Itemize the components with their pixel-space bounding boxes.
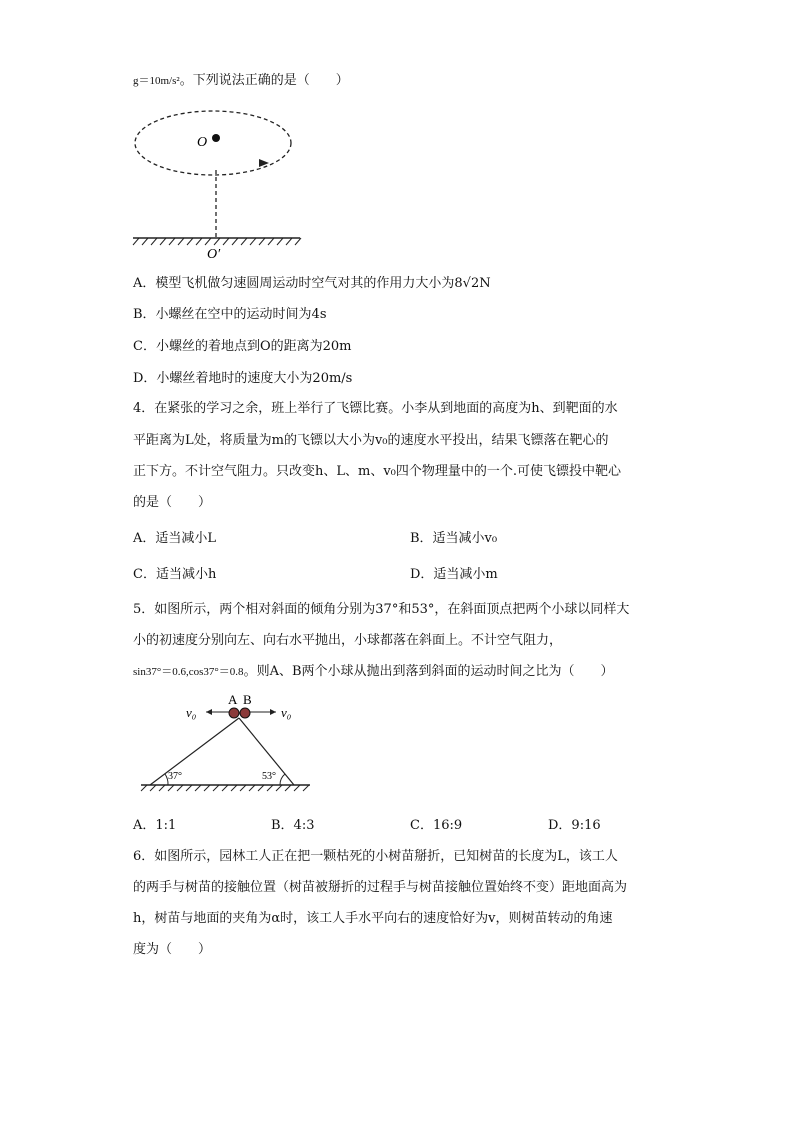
center-point [212, 134, 220, 142]
label-b: B [243, 692, 252, 707]
q5-line-2: 小的初速度分别向左、向右水平抛出，小球都落在斜面上。不计空气阻力， [133, 633, 563, 648]
q4-line-3: 正下方。不计空气阻力。只改变h、L、m、v₀四个物理量中的一个.可使飞镖投中靶心 [133, 464, 622, 479]
angle-left-label: 37° [168, 771, 182, 782]
gravity-formula: g＝10m/s² [133, 75, 180, 87]
ground-hatching-2 [141, 785, 309, 791]
left-incline [150, 718, 239, 785]
q3-option-b: B．小螺丝在空中的运动时间为4s [133, 307, 327, 322]
q6-line-2: 的两手与树苗的接触位置（树苗被掰折的过程手与树苗接触位置始终不变）距地面高为 [133, 880, 628, 895]
q3-option-a: A．模型飞机做匀速圆周运动时空气对其的作用力大小为8√2N [133, 276, 491, 291]
circular-path [135, 111, 291, 175]
q4-option-a: A．适当减小L [133, 531, 217, 546]
q6-line-4: 度为（ ） [133, 942, 212, 957]
v-left-label: v₀ [186, 705, 197, 720]
q5-option-c: C．16:9 [410, 818, 463, 833]
ground-label: O′ [207, 247, 221, 260]
q6-line-1: 6．如图所示，园林工人正在把一颗枯死的小树苗掰折，已知树苗的长度为L，该工人 [133, 849, 618, 864]
q5-option-d: D．9:16 [548, 818, 601, 833]
angle-arc-right [280, 774, 285, 785]
intro-line [133, 72, 349, 90]
q4-option-b: B．适当减小v₀ [410, 531, 498, 546]
q4-option-c: C．适当减小h [133, 567, 217, 582]
q5-tail: 。则A、B两个小球从抛出到落到斜面的运动时间之比为（ ） [243, 664, 614, 679]
direction-arrow-icon [259, 159, 269, 167]
figure-inclines [138, 690, 318, 795]
v-right-label: v₀ [281, 705, 292, 720]
q5-option-b: B．4:3 [271, 818, 315, 833]
q6-line-3: h，树苗与地面的夹角为α时，该工人手水平向右的速度恰好为v，则树苗转动的角速 [133, 911, 613, 926]
q4-line-1: 4．在紧张的学习之余，班上举行了飞镖比赛。小李从到地面的高度为h、到靶面的水 [133, 401, 618, 416]
q4-line-2: 平距离为L处，将质量为m的飞镖以大小为v₀的速度水平投出，结果飞镖落在靶心的 [133, 433, 609, 448]
ground-hatching [133, 238, 301, 245]
intro-text: 。下列说法正确的是（ ） [179, 73, 349, 88]
q3-option-d: D．小螺丝着地时的速度大小为20m/s [133, 371, 353, 386]
q3-option-c: C．小螺丝的着地点到O的距离为20m [133, 339, 352, 354]
left-arrow-icon [206, 709, 212, 715]
center-label: O [197, 135, 208, 150]
right-arrow-icon [270, 709, 276, 715]
ball-b [240, 708, 250, 718]
q5-line-1: 5．如图所示，两个相对斜面的倾角分别为37°和53°，在斜面顶点把两个小球以同样大 [133, 602, 630, 617]
q5-option-a: A．1:1 [133, 818, 177, 833]
angle-right-label: 53° [262, 771, 276, 782]
figure-circular-motion [125, 98, 310, 260]
trig-formula: sin37°＝0.6,cos37°＝0.8 [133, 666, 244, 678]
q4-line-4: 的是（ ） [133, 495, 212, 510]
q4-option-d: D．适当减小m [410, 567, 498, 582]
ball-a [229, 708, 239, 718]
q5-line-3 [133, 663, 614, 681]
label-a: A [228, 692, 238, 707]
